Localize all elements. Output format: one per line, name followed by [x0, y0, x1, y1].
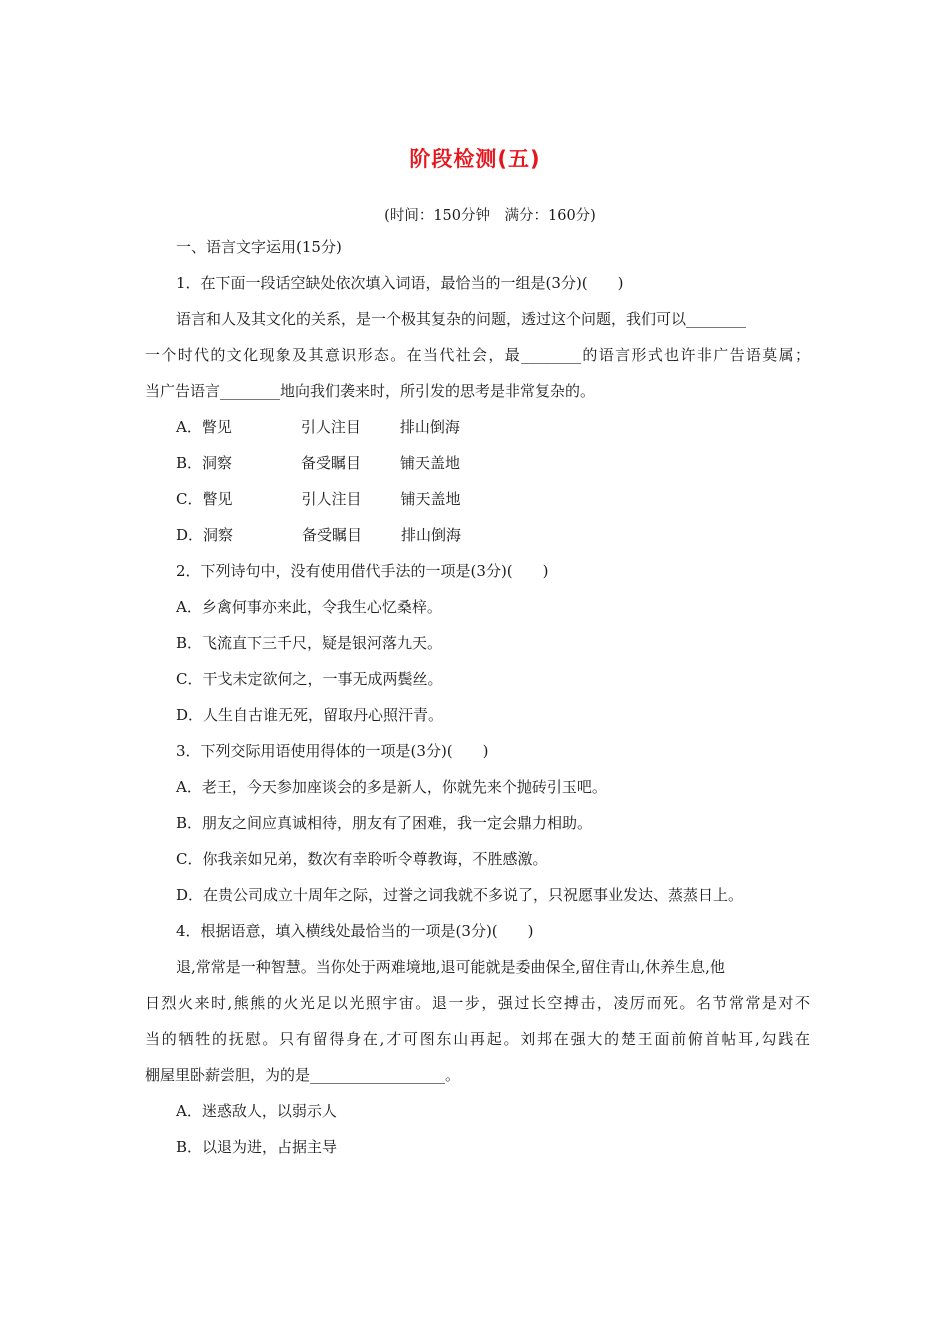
- question-1-option-b: B．洞察 备受瞩目 铺天盖地: [176, 454, 461, 472]
- question-4-stem: 4．根据语意，填入横线处最恰当的一项是(3分)( ): [176, 922, 534, 940]
- question-1-option-c: C．瞥见 引人注目 铺天盖地: [176, 490, 461, 508]
- exam-content: [145, 236, 810, 1172]
- question-3-option-c: C．你我亲如兄弟，数次有幸聆听令尊教诲，不胜感激。: [176, 850, 548, 868]
- question-2-option-b: B．飞流直下三千尺，疑是银河落九天。: [176, 634, 443, 652]
- question-3-option-b: B．朋友之间应真诚相待，朋友有了困难，我一定会鼎力相助。: [176, 814, 593, 832]
- question-2-option-a: A．乡禽何事亦来此，令我生心忆桑梓。: [176, 598, 442, 616]
- question-3-option-a: A．老王，今天参加座谈会的多是新人，你就先来个抛砖引玉吧。: [176, 778, 607, 796]
- exam-meta: (时间：150分钟 满分：160分): [384, 208, 596, 224]
- section-heading: 一、语言文字运用(15分): [176, 238, 342, 256]
- page-title: 阶段检测(五): [409, 147, 541, 171]
- question-1-option-a: A．瞥见 引人注目 排山倒海: [176, 418, 460, 436]
- question-3-option-d: D．在贵公司成立十周年之际，过誉之词我就不多说了，只祝愿事业发达、蒸蒸日上。: [176, 886, 744, 904]
- question-4-passage-line: 棚屋里卧薪尝胆，为的是__________________。: [145, 1066, 461, 1084]
- question-4-passage-line: 日烈火来时,熊熊的火光足以光照宇宙。退一步，强过长空搏击，凌厉而死。名节常常是对不: [145, 994, 810, 1012]
- question-1-passage-line: 一个时代的文化现象及其意识形态。在当代社会，最________的语言形式也许非广告语莫属；: [145, 346, 810, 364]
- question-4-option-a: A．迷惑敌人，以弱示人: [176, 1102, 337, 1120]
- question-1-stem: 1．在下面一段话空缺处依次填入词语，最恰当的一组是(3分)( ): [176, 274, 624, 292]
- question-4-passage-line: 退,常常是一种智慧。当你处于两难境地,退可能就是委曲保全,留住青山,休养生息,他: [176, 958, 725, 976]
- question-4-passage-line: 当的牺牲的抚慰。只有留得身在,才可图东山再起。刘邦在强大的楚王面前俯首帖耳,勾践在: [145, 1030, 810, 1048]
- question-2-stem: 2．下列诗句中，没有使用借代手法的一项是(3分)( ): [176, 562, 549, 580]
- question-2-option-d: D．人生自古谁无死，留取丹心照汗青。: [176, 706, 444, 724]
- question-2-option-c: C．干戈未定欲何之，一事无成两鬓丝。: [176, 670, 443, 688]
- question-1-option-d: D．洞察 备受瞩目 排山倒海: [176, 526, 462, 544]
- question-3-stem: 3．下列交际用语使用得体的一项是(3分)( ): [176, 742, 489, 760]
- question-1-passage-line: 语言和人及其文化的关系，是一个极其复杂的问题，透过这个问题，我们可以________: [176, 310, 747, 328]
- question-4-option-b: B．以退为进，占据主导: [176, 1138, 338, 1156]
- question-1-passage-line: 当广告语言________地向我们袭来时，所引发的思考是非常复杂的。: [145, 382, 596, 400]
